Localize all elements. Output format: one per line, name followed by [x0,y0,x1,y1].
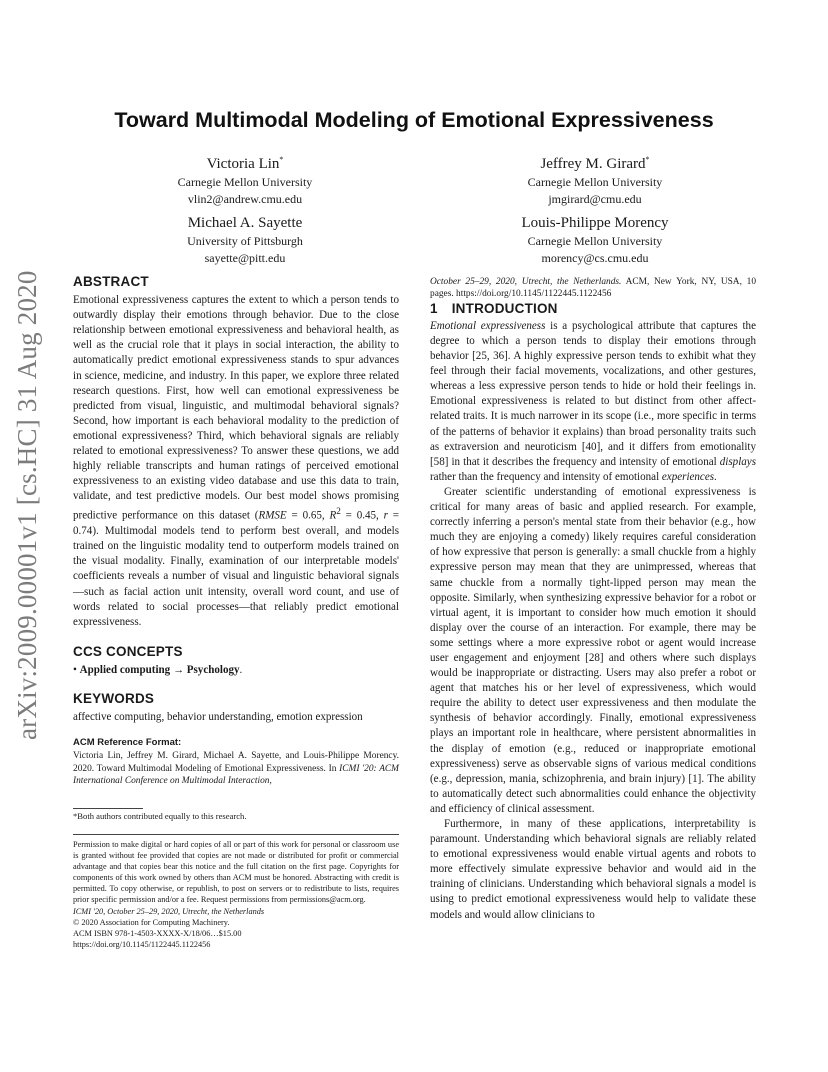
ccs-concept: • Applied computing → Psychology. [73,663,243,676]
author-block [95,150,395,207]
author-email: sayette@pitt.edu [204,250,286,265]
author-name: Victoria Lin [206,156,280,172]
acm-reference-continuation: October 25–29, 2020, Utrecht, the Netherlands. ACM, New York, NY, USA, 10 pages. https://doi.org/10.1145/1122445.1122456 [430,277,757,300]
paper-title: Toward Multimodal Modeling of Emotional Expressiveness [114,108,714,132]
abstract-text: Emotional expressiveness captures the extent to which a person tends to outwardly display their emotions through behavior. Due to the close relationship between emotional expressiveness and behavioral health, as well as the crucial role that it plays in social interaction, the ability to automatically predict emotional expressiveness stands to spur advances in science, medicine, and industry. In this paper, we explore three related research questions. First, how well can emotional expressiveness be predicted from visual, linguistic, and multimodal behavioral signals? Second, how important is each behavioral modality to the prediction of emotional expressiveness? Third, which behavioral signals are reliably related to emotional expressiveness? To answer these questions, we add highly reliable transcripts and human ratings of perceived emotional expressiveness to an existing video database and use this data to train, validate, and test predictive models. Our best model shows promising predictive performance on this dataset (RMSE = 0.65, $R^2 = 0.45$, r = 0.74). Multimodal models tend to perform best overall, and models trained on the linguistic modality tend to outperform models trained on the visual modality. Finally, examination of our interpretable models' coefficients reveals a number of visual and linguistic behavioral signals—such as facial action unit intensity, overall word count, and use of words related to social processes—that reliably predict emotional expressiveness. [73,294,399,628]
arxiv-sidebar-id: arXiv:2009.00001v1 [cs.HC] 31 Aug 2020 [12,270,42,740]
author-email: jmgirard@cmu.edu [548,191,642,206]
section-heading-introduction: 1 INTRODUCTION [430,300,558,316]
intro-paragraph: Furthermore, in many of these applications, interpretability is paramount. Understanding which behavioral signals are reliably related to emotional expressiveness would enable virtual agents and robots to more effectively simulate expressive behavior and would aid in the training of clinicians. Understanding which behavioral signals a model is using to predict emotional expressiveness would help to validate these models and would allow clinicians to [430,818,756,921]
author-affiliation: Carnegie Mellon University [177,175,313,189]
left-column [73,274,399,788]
author-email: vlin2@andrew.cmu.edu [187,191,303,206]
copyright: © 2020 Association for Computing Machinery. [73,917,230,927]
intro-paragraph: Emotional expressiveness is a psychological attribute that captures the degree to which a person tends to display their emotions through behavior [25, 36]. A highly expressive person tends to exhibit what they feel through their facial movements, vocalizations, and other gestures, whereas a less expressive person tends to hide or hold their feelings in. Emotional expressiveness is related to but distinct from other affect-related traits. It is much narrower in its scope (i.e., more specific in terms of the patterns of behavior it explains) than broad personality traits such as extraversion and neuroticism [40], and it differs from emotionality [58] in that it describes the frequency and intensity of emotional displays rather than the frequency and intensity of emotional experiences. [430,319,756,483]
keywords-heading: KEYWORDS [73,691,155,707]
abstract-heading: ABSTRACT [73,274,149,289]
author-name: Michael A. Sayette [187,215,303,231]
acm-reference-heading: ACM Reference Format: [73,737,182,749]
author-name: Jeffrey M. Girard [540,156,646,172]
conference-venue: ICMI '20, October 25–29, 2020, Utrecht, the Netherlands [73,906,265,916]
author-block [95,213,395,266]
author-affiliation: University of Pittsburgh [187,234,303,248]
author-block [445,150,745,207]
acm-reference-text: Victoria Lin, Jeffrey M. Girard, Michael A. Sayette, and Louis-Philippe Morency. 2020. Toward Multimodal Modeling of Emotional Expressiveness. In ICMI '20: ACM International Conference on Multimodal Interaction, [73,751,399,787]
author-affiliation: Carnegie Mellon University [527,175,663,189]
footnote: *Both authors contributed equally to this research. [73,811,247,821]
author-affiliation: Carnegie Mellon University [527,234,663,248]
ccs-heading: CCS CONCEPTS [73,643,183,659]
isbn: ACM ISBN 978-1-4503-XXXX-X/18/06…$15.00 [73,928,242,938]
doi: https://doi.org/10.1145/1122445.1122456 [73,939,211,949]
author-email: morency@cs.cmu.edu [541,250,649,265]
right-column [430,276,756,923]
footnote-rule [73,808,143,809]
author-block [445,213,745,266]
permission-text: Permission to make digital or hard copies of all or part of this work for personal or classroom use is granted without fee provided that copies are not made or distributed for profit or commercial advantage and that copies bear this notice and the full citation on the first page. Copyrights for components of this work owned by others than ACM must be honored. Abstracting with credit is permitted. To copy otherwise, or republish, to post on servers or to redistribute to lists, requires prior specific permission and/or a fee. Request permissions from permissions@acm.org. [73,840,399,905]
keywords-text: affective computing, behavior understanding, emotion expression [73,711,363,724]
author-name: Louis-Philippe Morency [521,215,669,231]
intro-paragraph: Greater scientific understanding of emotional expressiveness is critical for many areas of basic and applied research. For example, correctly inferring a person's mental state from their behavior (e.g., how much they are enjoying a comedy) likely requires careful consideration of how expressive that person is generally: a small chuckle from a highly expressive person may mean that they are unimpressed, whereas that same chuckle from a normally tight-lipped person may mean the opposite. Similarly, when synthesizing expressive behavior for a robot or virtual agent, it is important to consider how much emotion it should display over the course of an interaction. For example, there may be some settings where a more expressive robot or agent would increase user engagement and enjoyment [28] and others where such displays would be inappropriate or distracting. Users may also prefer a robot or agent that matches his or her level of expressiveness, which would require the ability to detect user expressiveness and then modulate the synthesis of behavior accordingly. Finally, emotional expressiveness plays an important role in healthcare, where persistent abnormalities in the display of emotion (e.g., reduced or inappropriate emotional expressiveness) serve as observable signs of various medical conditions (e.g., depression, mania, schizophrenia, and brain injury) [1]. The ability to automatically detect such abnormalities could enhance the objectivity and efficiency of clinical assessment. [430,485,756,815]
equal-contribution-mark: * [645,155,650,164]
permission-block [73,839,399,950]
permission-rule [73,834,399,835]
equal-contribution-mark: * [279,155,284,164]
